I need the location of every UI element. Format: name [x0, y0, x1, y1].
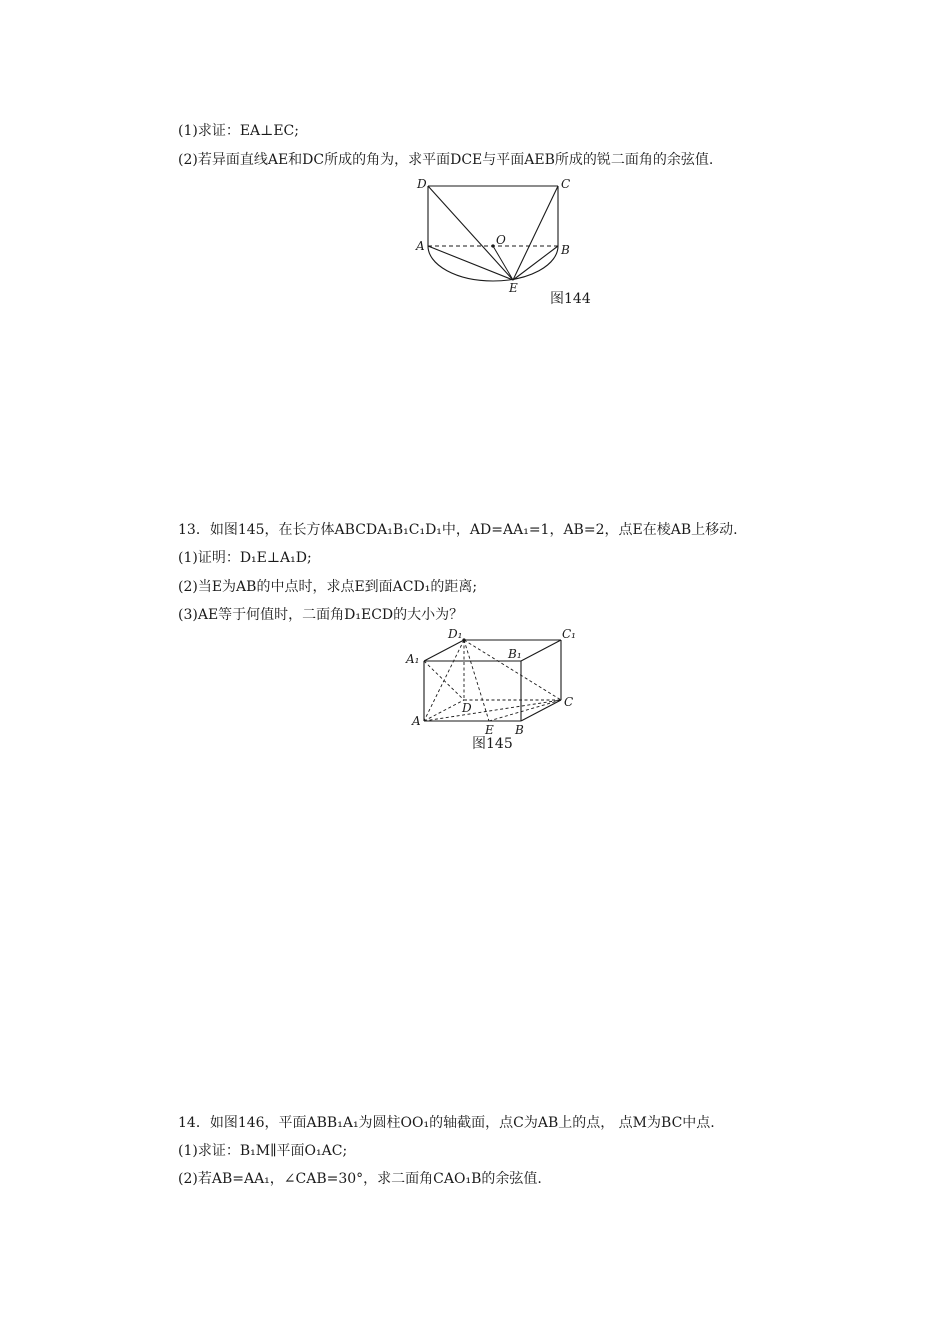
label-a: A — [416, 239, 425, 253]
q14-part2: (2)若AB=AA₁，∠CAB=30°，求二面角CAO₁B的余弦值. — [178, 1171, 542, 1187]
label-b1: B₁ — [508, 647, 522, 661]
figure-145 — [404, 626, 584, 738]
figure-144 — [410, 176, 580, 294]
edge-be — [513, 246, 558, 280]
label-c1: C₁ — [562, 627, 576, 641]
q14-part1: (1)求证：B₁M∥平面O₁AC; — [178, 1143, 348, 1159]
q13-part1: (1)证明：D₁E⊥A₁D; — [178, 550, 312, 566]
label-c: C — [561, 177, 571, 191]
label-e: E — [485, 723, 494, 737]
edge-ce — [513, 186, 558, 280]
edge-ae — [428, 246, 513, 280]
point-o — [491, 244, 494, 247]
label-a: A — [412, 714, 421, 728]
q14-stem: 14．如图146，平面ABB₁A₁为圆柱OO₁的轴截面，点C为AB上的点， 点M为BC中点. — [178, 1115, 715, 1131]
label-o: O — [496, 233, 506, 247]
label-d: D — [462, 701, 472, 715]
figure-145-caption: 图145 — [472, 736, 513, 752]
label-d: D — [417, 177, 427, 191]
q12-part2: (2)若异面直线AE和DC所成的角为，求平面DCE与平面AEB所成的锐二面角的余弦值. — [178, 152, 714, 168]
label-d1: D₁ — [448, 627, 463, 641]
figure-144-caption: 图144 — [550, 291, 591, 307]
semicircle-arc — [428, 246, 558, 281]
edge-oe — [493, 246, 513, 280]
q13-stem: 13．如图145，在长方体ABCDA₁B₁C₁D₁中，AD=AA₁=1，AB=2，点E在棱AB上移动. — [178, 522, 738, 538]
label-c: C — [564, 695, 574, 709]
label-a1: A₁ — [406, 652, 420, 666]
label-b: B — [561, 243, 570, 257]
q13-part3: (3)AE等于何值时，二面角D₁ECD的大小为？ — [178, 607, 464, 623]
label-b: B — [515, 723, 524, 737]
q12-part1: (1)求证：EA⊥EC; — [178, 123, 299, 139]
label-e: E — [509, 281, 518, 294]
q13-part2: (2)当E为AB的中点时，求点E到面ACD₁的距离; — [178, 579, 478, 595]
